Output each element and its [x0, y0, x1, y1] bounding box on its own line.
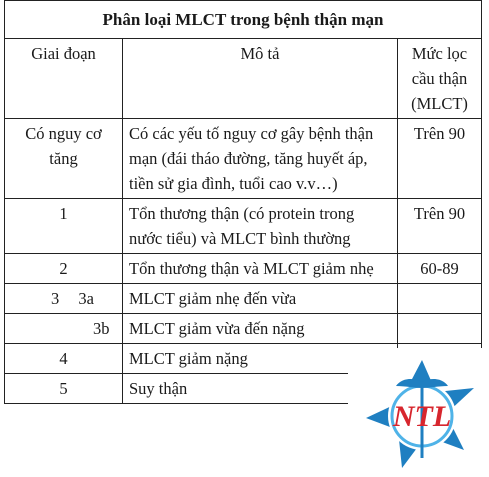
row-description: Suy thận: [123, 374, 398, 404]
ntl-logo: [362, 358, 482, 472]
row-substage: 3a: [78, 289, 94, 308]
row-stage: 1: [5, 199, 123, 254]
table-row: [5, 119, 482, 199]
row-gfr: Trên 90: [397, 199, 481, 254]
header-description: Mô tả: [123, 39, 398, 119]
table-row: [5, 314, 482, 344]
row-description: MLCT giảm nhẹ đến vừa: [123, 284, 398, 314]
row-stage: 2: [5, 254, 123, 284]
row-stage: Có nguy cơ tăng: [5, 119, 123, 199]
row-gfr: 60-89: [397, 254, 481, 284]
row-gfr: [397, 284, 481, 314]
table-row: [5, 254, 482, 284]
row-description: Tổn thương thận và MLCT giảm nhẹ: [123, 254, 398, 284]
row-description: MLCT giảm nặng: [123, 344, 398, 374]
table-title: Phân loại MLCT trong bệnh thận mạn: [5, 1, 482, 39]
logo-text: NTL: [392, 400, 452, 433]
row-stage: 4: [5, 344, 123, 374]
header-stage: Giai đoạn: [5, 39, 123, 119]
row-stage: 5: [5, 374, 123, 404]
mlct-classification-table: [4, 0, 482, 404]
row-stage-group: [5, 284, 123, 314]
table-row: [5, 199, 482, 254]
row-substage: 3b: [93, 319, 110, 338]
table-row: [5, 284, 482, 314]
row-description: MLCT giảm vừa đến nặng: [123, 314, 398, 344]
ntl-logo-graphic: [362, 358, 482, 472]
row-description: Tổn thương thận (có protein trong nước tiểu) và MLCT bình thường: [123, 199, 398, 254]
row-stage: 3: [51, 289, 60, 308]
row-stage-group: [5, 314, 123, 344]
header-gfr: Mức lọc cầu thận (MLCT): [397, 39, 481, 119]
row-gfr: Trên 90: [397, 119, 481, 199]
row-gfr: [397, 314, 481, 344]
header-row: [5, 39, 482, 119]
row-description: Có các yếu tố nguy cơ gây bệnh thận mạn (đái tháo đường, tăng huyết áp, tiền sử gia đình, tuổi cao v.v…): [123, 119, 398, 199]
